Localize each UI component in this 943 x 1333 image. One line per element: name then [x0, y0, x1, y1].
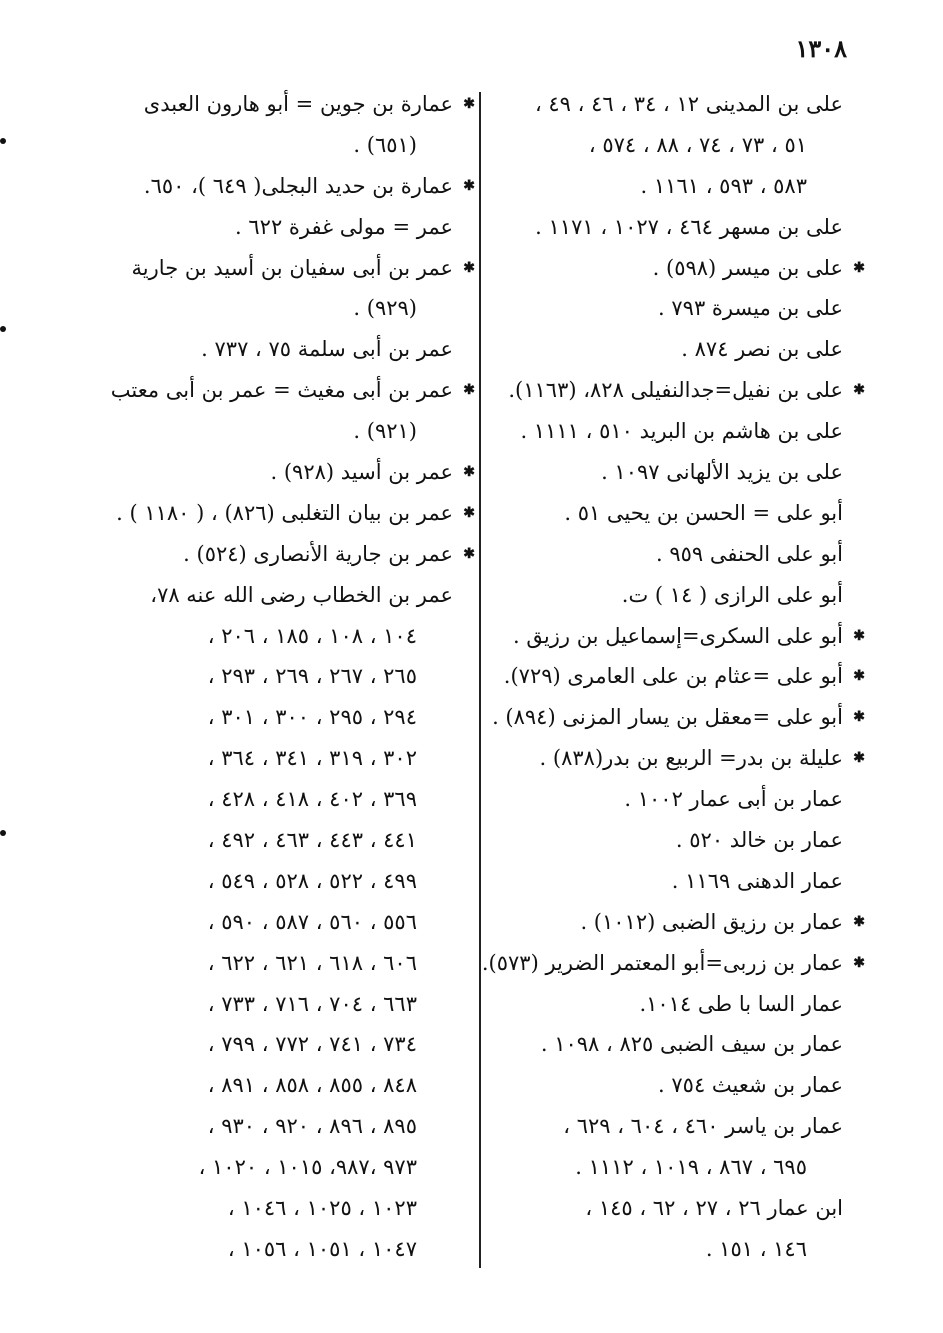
- index-entry-line: [73, 125, 453, 166]
- page-number: ١٣٠٨: [795, 34, 847, 63]
- index-entry-line: [483, 1024, 843, 1065]
- left-index-column: [73, 84, 475, 1270]
- index-entry-line: [483, 861, 843, 902]
- index-entry-line: [483, 1147, 843, 1188]
- index-entry-text: ٦٩٥ ، ٨٦٧ ، ١٠١٩ ، ١١١٢ .: [575, 1155, 807, 1180]
- index-entry-line: [483, 452, 843, 493]
- asterisk-marker-icon: ✱: [463, 382, 475, 399]
- index-entry-line: [483, 329, 843, 370]
- index-entry-text: عمر بن بيان التغلبى (٨٢٦) ، ( ١١٨٠ ) .: [116, 500, 453, 525]
- index-entry-line: [483, 534, 843, 575]
- index-entry-text: عمار بن سيف الضبى ٨٢٥ ، ١٠٩٨ .: [540, 1032, 843, 1057]
- asterisk-marker-icon: ✱: [463, 504, 475, 521]
- index-entry-text: ٩٧٣ ،٩٨٧، ١٠١٥ ، ١٠٢٠ ،: [198, 1155, 417, 1180]
- index-entry-line: [73, 248, 475, 289]
- index-entry-text: أبو على الرازى ( ١٤ ) ت.: [621, 582, 843, 607]
- index-entry-text: أبو على الحنفى ٩٥٩ .: [656, 541, 843, 566]
- index-entry-text: أبو على =معقل بن يسار المزنى (٨٩٤) .: [492, 705, 843, 730]
- index-entry-line: [483, 166, 843, 207]
- index-entry-text: عمر بن أسيد (٩٢٨) .: [270, 460, 453, 485]
- asterisk-marker-icon: ✱: [463, 96, 475, 112]
- index-entry-text: على بن ميسرة ٧٩٣ .: [658, 296, 843, 321]
- index-entry-line: [73, 288, 453, 329]
- index-entry-text: عمر بن أبى سفيان بن أسيد بن جارية: [131, 255, 453, 280]
- scan-edge-mark: [0, 138, 6, 144]
- index-entry-text: ٢٩٤ ، ٢٩٥ ، ٣٠٠ ، ٣٠١ ،: [207, 705, 417, 730]
- index-entry-text: ٨٤٨ ، ٨٥٥ ، ٨٥٨ ، ٨٩١ ،: [207, 1073, 417, 1098]
- index-entry-line: [73, 411, 453, 452]
- index-entry-text: ٦٠٦ ، ٦١٨ ، ٦٢١ ، ٦٢٢ ،: [207, 950, 417, 975]
- index-entry-line: [483, 125, 843, 166]
- index-entry-line: [73, 984, 453, 1025]
- asterisk-marker-icon: ✱: [853, 668, 865, 685]
- index-entry-text: (٩٢٩) .: [353, 296, 417, 321]
- index-entry-text: ٨٩٥ ، ٨٩٦ ، ٩٢٠ ، ٩٣٠ ،: [207, 1114, 417, 1139]
- index-entry-line: [73, 820, 453, 861]
- index-entry-line: [73, 738, 453, 779]
- index-entry-line: [483, 1065, 843, 1106]
- index-entry-line: [73, 534, 475, 575]
- index-entry-line: [73, 1229, 453, 1270]
- asterisk-marker-icon: ✱: [853, 913, 865, 930]
- asterisk-marker-icon: ✱: [463, 177, 475, 194]
- index-entry-line: [483, 84, 843, 125]
- index-entry-line: [483, 1229, 843, 1270]
- index-entry-line: [73, 329, 453, 370]
- index-entry-line: [483, 616, 865, 657]
- index-entry-text: ١٠٤٧ ، ١٠٥١ ، ١٠٥٦ ،: [227, 1236, 417, 1261]
- index-entry-line: [483, 411, 843, 452]
- index-entry-text: على بن هاشم بن البريد ٥١٠ ، ١١١١ .: [520, 419, 843, 444]
- index-entry-line: [73, 1147, 453, 1188]
- index-entry-line: [73, 1024, 453, 1065]
- index-entry-line: [73, 861, 453, 902]
- index-entry-line: [73, 902, 453, 943]
- index-entry-line: [483, 493, 843, 534]
- index-entry-line: [73, 697, 453, 738]
- index-entry-line: [73, 166, 475, 207]
- index-entry-text: ٣٠٢ ، ٣١٩ ، ٣٤١ ، ٣٦٤ ،: [207, 746, 417, 771]
- index-entry-line: [73, 1188, 453, 1229]
- index-entry-text: ٥١ ، ٧٣ ، ٧٤ ، ٨٨ ، ٥٧٤ ،: [588, 132, 807, 157]
- asterisk-marker-icon: ✱: [853, 627, 865, 644]
- index-entry-line: [73, 616, 453, 657]
- asterisk-marker-icon: ✱: [463, 259, 475, 276]
- index-entry-line: [73, 656, 453, 697]
- index-entry-text: ٧٣٤ ، ٧٤١ ، ٧٧٢ ، ٧٩٩ ،: [207, 1032, 417, 1057]
- index-entry-text: ١٠٢٣ ، ١٠٢٥ ، ١٠٤٦ ،: [227, 1196, 417, 1221]
- index-entry-text: عمر بن جارية الأنصارى (٥٢٤) .: [183, 541, 453, 566]
- index-entry-line: [483, 902, 865, 943]
- index-entry-text: ابن عمار ٢٦ ، ٢٧ ، ٦٢ ، ١٤٥ ،: [585, 1196, 843, 1221]
- index-entry-line: [483, 1106, 843, 1147]
- index-entry-line: [73, 370, 475, 411]
- index-entry-line: [483, 820, 843, 861]
- index-entry-text: عمار بن خالد ٥٢٠ .: [675, 828, 843, 853]
- index-entry-text: ٢٦٥ ، ٢٦٧ ، ٢٦٩ ، ٢٩٣ ،: [207, 664, 417, 689]
- index-entry-text: ٤٩٩ ، ٥٢٢ ، ٥٢٨ ، ٥٤٩ ،: [207, 868, 417, 893]
- asterisk-marker-icon: ✱: [853, 709, 865, 726]
- index-entry-text: عمار الدهنى ١١٦٩ .: [671, 868, 843, 893]
- index-entry-line: [73, 1065, 453, 1106]
- index-entry-text: عمر بن أبى مغيث = عمر بن أبى معتب: [110, 378, 453, 403]
- index-entry-line: [73, 779, 453, 820]
- index-entry-text: ١٠٤ ، ١٠٨ ، ١٨٥ ، ٢٠٦ ،: [207, 623, 417, 648]
- right-index-column: [481, 84, 865, 1270]
- index-entry-text: ٦٦٣ ، ٧٠٤ ، ٧١٦ ، ٧٣٣ ،: [207, 991, 417, 1016]
- index-entry-line: [73, 207, 453, 248]
- index-entry-text: عمار بن أبى عمار ١٠٠٢ .: [624, 787, 843, 812]
- index-entry-line: [481, 943, 865, 984]
- index-entry-text: (٦٥١) .: [353, 132, 417, 157]
- index-entry-line: [483, 288, 843, 329]
- index-entry-text: على بن يزيد الألهانى ١٠٩٧ .: [601, 460, 843, 485]
- index-entry-text: أبو على =عثام بن على العامرى (٧٢٩).: [503, 664, 843, 689]
- index-entry-text: عمار بن رزيق الضبى (١٠١٢) .: [580, 909, 843, 934]
- index-entry-line: [483, 738, 865, 779]
- index-entry-text: على بن المدينى ١٢ ، ٣٤ ، ٤٦ ، ٤٩ ،: [534, 92, 843, 116]
- index-entry-line: [483, 656, 865, 697]
- index-entry-text: على بن مسهر ٤٦٤ ، ١٠٢٧ ، ١١٧١ .: [535, 214, 843, 239]
- index-entry-text: عمر بن الخطاب رضى الله عنه ٧٨،: [150, 582, 453, 607]
- index-entry-text: عمارة بن جوين = أبو هارون العبدى: [143, 92, 453, 116]
- column-divider: [479, 92, 481, 1268]
- index-entry-line: [483, 984, 843, 1025]
- asterisk-marker-icon: ✱: [853, 259, 865, 276]
- index-entry-text: على بن نفيل=جدالنفيلى ٨٢٨، (١١٦٣).: [508, 378, 843, 403]
- asterisk-marker-icon: ✱: [853, 750, 865, 767]
- index-entry-line: [483, 248, 865, 289]
- index-entry-line: [73, 1106, 453, 1147]
- index-entry-text: عليلة بن بدر= الربيع بن بدر(٨٣٨) .: [539, 746, 843, 771]
- index-entry-line: [483, 1188, 843, 1229]
- index-entry-line: [73, 943, 453, 984]
- index-entry-text: عمار بن زربى=أبو المعتمر الضرير (٥٧٣).: [481, 950, 843, 975]
- index-entry-line: [483, 697, 865, 738]
- index-entry-line: [483, 207, 843, 248]
- scan-edge-mark: [0, 326, 6, 332]
- index-entry-text: عمر بن أبى سلمة ٧٥ ، ٧٣٧ .: [201, 337, 453, 362]
- index-entry-line: [73, 452, 475, 493]
- index-entry-text: ١٤٦ ، ١٥١ .: [705, 1236, 807, 1261]
- index-entry-text: (٩٢١) .: [353, 419, 417, 444]
- index-entry-text: ٥٨٣ ، ٥٩٣ ، ١١٦١ .: [640, 173, 807, 198]
- index-entry-text: عمار السا با طى ١٠١٤.: [639, 991, 843, 1016]
- index-entry-text: عمر = مولى غفرة ٦٢٢ .: [235, 214, 453, 239]
- index-entry-line: [73, 493, 475, 534]
- index-entry-text: عمار بن ياسر ٤٦٠ ، ٦٠٤ ، ٦٢٩ ،: [563, 1114, 843, 1139]
- index-entry-line: [73, 575, 453, 616]
- index-entry-text: عمارة بن حديد البجلى( ٦٤٩ )، ٦٥٠.: [143, 173, 453, 198]
- scan-edge-mark: [0, 830, 6, 836]
- asterisk-marker-icon: ✱: [463, 464, 475, 481]
- index-entry-line: [73, 84, 475, 125]
- index-entry-line: [483, 575, 843, 616]
- index-entry-text: أبو على السكرى=إسماعيل بن رزيق .: [513, 623, 843, 648]
- index-entry-text: على بن ميسر (٥٩٨) .: [652, 255, 843, 280]
- index-entry-line: [483, 779, 843, 820]
- asterisk-marker-icon: ✱: [463, 545, 475, 562]
- index-entry-line: [483, 370, 865, 411]
- index-entry-text: على بن نصر ٨٧٤ .: [681, 337, 843, 362]
- asterisk-marker-icon: ✱: [853, 954, 865, 971]
- index-entry-text: عمار بن شعيث ٧٥٤ .: [658, 1073, 843, 1098]
- index-entry-text: ٥٥٦ ، ٥٦٠ ، ٥٨٧ ، ٥٩٠ ،: [207, 909, 417, 934]
- index-entry-text: ٤٤١ ، ٤٤٣ ، ٤٦٣ ، ٤٩٢ ،: [207, 828, 417, 853]
- asterisk-marker-icon: ✱: [853, 382, 865, 399]
- index-entry-text: ٣٦٩ ، ٤٠٢ ، ٤١٨ ، ٤٢٨ ،: [207, 787, 417, 812]
- index-entry-text: أبو على = الحسن بن يحيى ٥١ .: [564, 500, 843, 525]
